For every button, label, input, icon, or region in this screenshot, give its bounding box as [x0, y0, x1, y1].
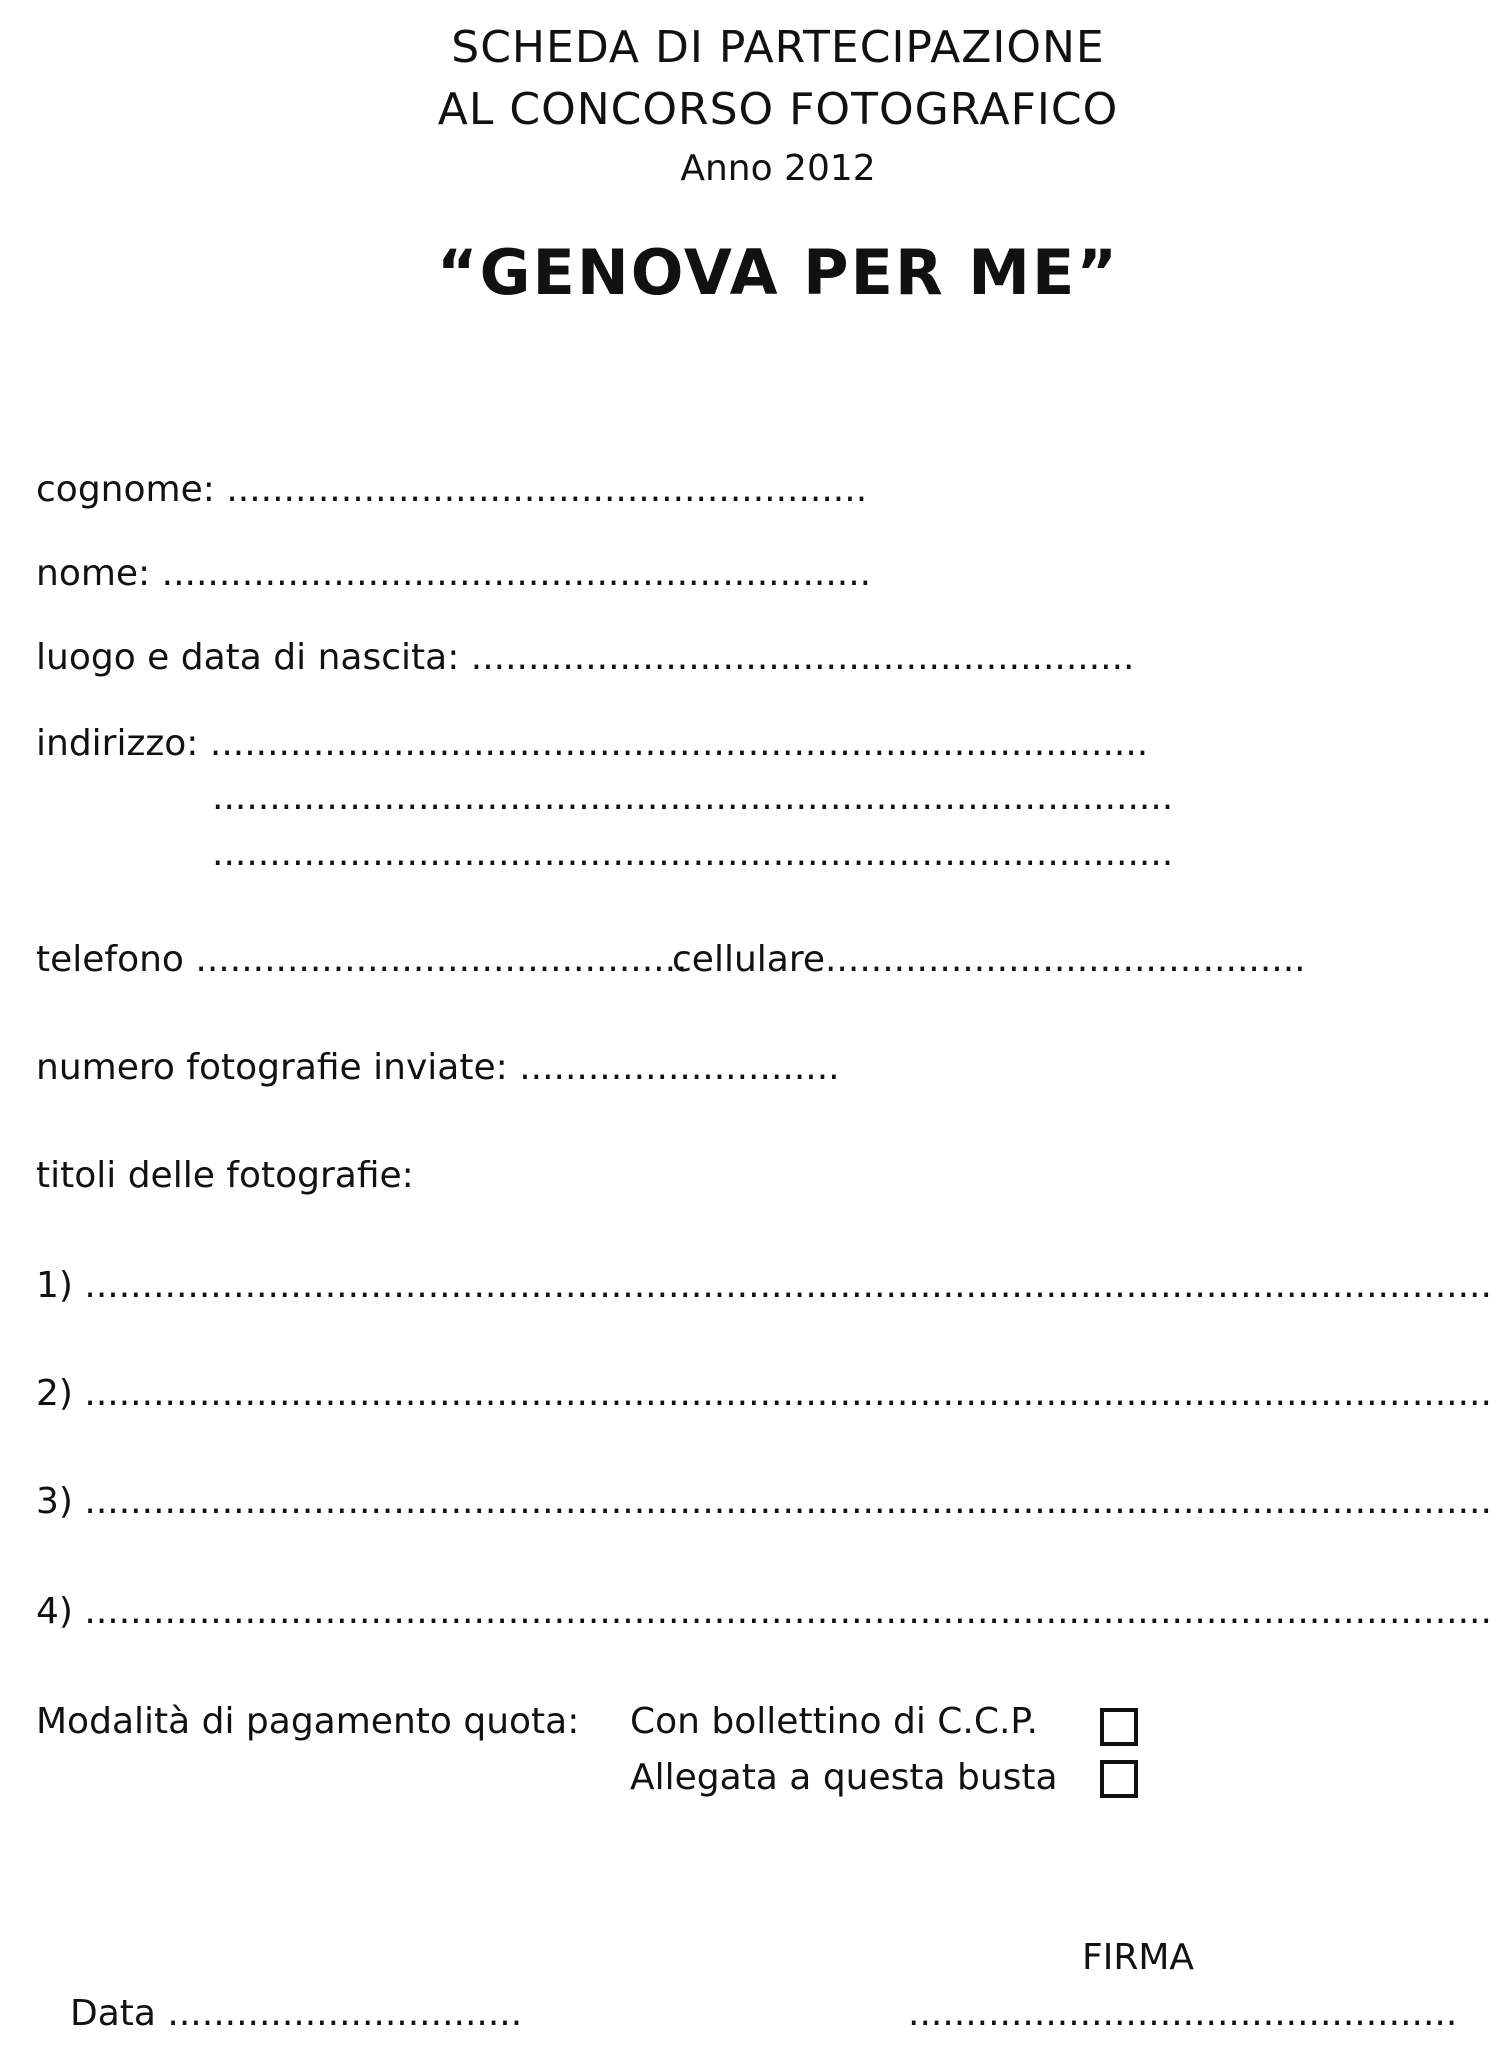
form-title: “GENOVA PER ME”: [436, 236, 1120, 309]
firma-signature-line: [908, 1992, 1458, 2035]
field-luogo-data-label: luogo e data di nascita:: [36, 637, 460, 678]
field-telefono: [36, 938, 688, 981]
field-indirizzo-input-line-3[interactable]: ....................................................................................: [212, 833, 1174, 874]
title-row-2-number: 2): [36, 1373, 73, 1414]
field-data-input-line[interactable]: ...............................: [167, 1993, 523, 2034]
header-year: Anno 2012: [680, 148, 876, 189]
title-row-2: [36, 1372, 1492, 1415]
firma-label: FIRMA: [1082, 1937, 1195, 1978]
field-numero-fotografie-label: numero fotografie inviate:: [36, 1047, 508, 1088]
title-row-1: [36, 1264, 1492, 1307]
field-nome-input-line[interactable]: ..............................................................: [161, 553, 872, 594]
field-nome: [36, 552, 872, 595]
field-cognome: [36, 468, 868, 511]
payment-option-busta-label: Allegata a questa busta: [630, 1757, 1058, 1798]
field-titoli-label: titoli delle fotografie:: [36, 1155, 414, 1196]
field-cellulare: [672, 938, 1306, 981]
field-indirizzo-input-line-2[interactable]: ....................................................................................: [212, 777, 1174, 818]
field-numero-fotografie: [36, 1046, 840, 1089]
field-indirizzo-line-3: [212, 832, 1174, 875]
title-row-2-input-line[interactable]: ...........................................................................................................................: [84, 1373, 1492, 1414]
field-indirizzo-line-2: [212, 776, 1174, 819]
field-luogo-data-input-line[interactable]: ..........................................................: [470, 637, 1135, 678]
payment-option-ccp-label: Con bollettino di C.C.P.: [630, 1701, 1038, 1742]
title-row-1-number: 1): [36, 1265, 73, 1306]
header-line-2: AL CONCORSO FOTOGRAFICO: [437, 84, 1119, 135]
field-nome-label: nome:: [36, 553, 151, 594]
field-data: [70, 1992, 523, 2035]
field-indirizzo-input-line-1[interactable]: ..................................................................................: [209, 723, 1149, 764]
field-telefono-input-line[interactable]: ...........................................: [195, 939, 688, 980]
title-row-4: [36, 1590, 1492, 1633]
firma-input-line[interactable]: ................................................: [908, 1993, 1458, 2034]
payment-option-busta-checkbox[interactable]: [1100, 1760, 1138, 1798]
title-row-3-input-line[interactable]: ...........................................................................................................................: [84, 1481, 1492, 1522]
title-row-4-number: 4): [36, 1591, 73, 1632]
field-telefono-label: telefono: [36, 939, 184, 980]
field-numero-fotografie-input-line[interactable]: ............................: [519, 1047, 840, 1088]
title-row-1-input-line[interactable]: ...........................................................................................................................: [84, 1265, 1492, 1306]
field-indirizzo-label: indirizzo:: [36, 723, 199, 764]
field-data-label: Data: [70, 1993, 156, 2034]
field-cellulare-label: cellulare: [672, 939, 825, 980]
field-luogo-data: [36, 636, 1135, 679]
title-row-4-input-line[interactable]: ...........................................................................................................................: [84, 1591, 1492, 1632]
field-cognome-input-line[interactable]: ........................................................: [226, 469, 868, 510]
payment-option-ccp-checkbox[interactable]: [1100, 1708, 1138, 1746]
field-cellulare-input-line[interactable]: ..........................................: [824, 939, 1306, 980]
header-line-1: SCHEDA DI PARTECIPAZIONE: [451, 22, 1105, 73]
title-row-3: [36, 1480, 1492, 1523]
field-indirizzo: [36, 722, 1149, 765]
payment-label: Modalità di pagamento quota:: [36, 1701, 580, 1742]
field-cognome-label: cognome:: [36, 469, 215, 510]
title-row-3-number: 3): [36, 1481, 73, 1522]
